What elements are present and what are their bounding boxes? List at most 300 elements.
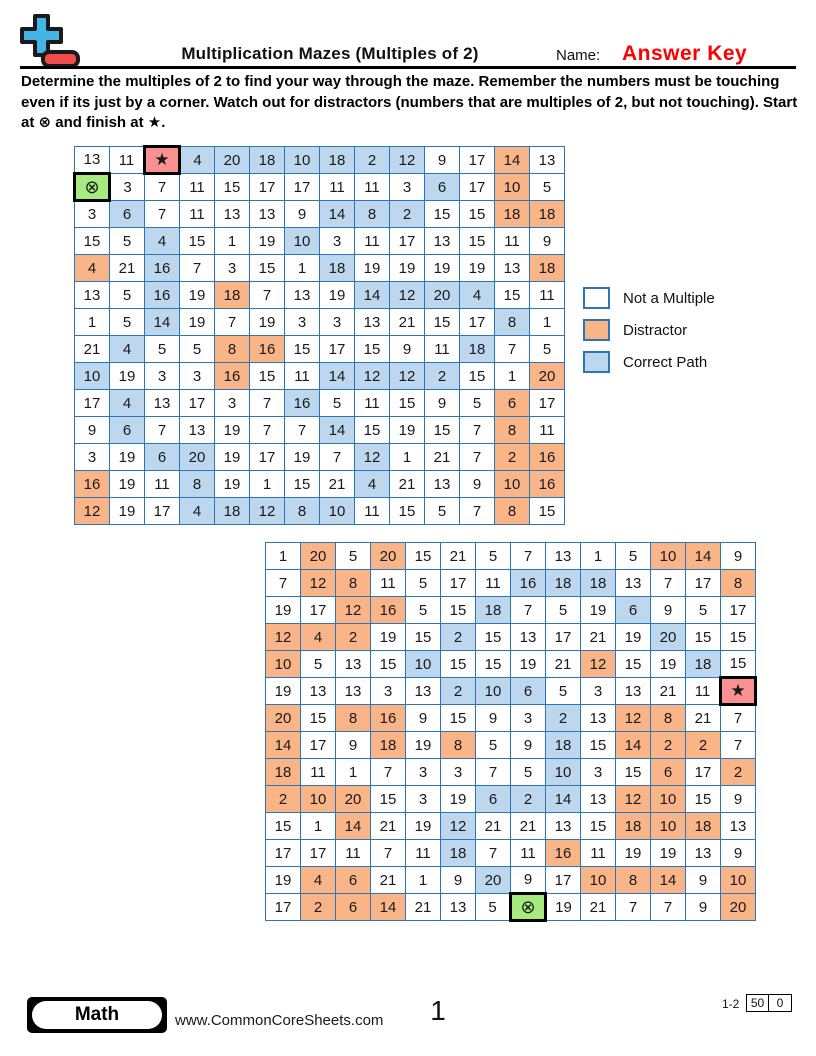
maze-cell: 5 [301, 651, 336, 678]
maze-distractor-cell: 16 [530, 471, 565, 498]
name-label: Name: [556, 47, 601, 64]
maze-path-cell: 4 [110, 390, 145, 417]
maze-cell: 15 [721, 624, 756, 651]
maze-cell: 17 [145, 498, 180, 525]
maze-path-cell: 18 [215, 498, 250, 525]
maze-cell: 15 [425, 201, 460, 228]
page-title: Multiplication Mazes (Multiples of 2) [181, 44, 479, 63]
maze-cell: 7 [250, 282, 285, 309]
maze-cell: 15 [250, 363, 285, 390]
maze-cell: 19 [371, 624, 406, 651]
maze-cell: 11 [476, 570, 511, 597]
maze-path-cell: 20 [215, 147, 250, 174]
maze-cell: 3 [511, 705, 546, 732]
maze-cell: 15 [406, 624, 441, 651]
maze-cell: 15 [581, 732, 616, 759]
maze-path-cell: 18 [441, 840, 476, 867]
maze-cell: 7 [511, 597, 546, 624]
maze-cell: 13 [336, 651, 371, 678]
maze-row [75, 363, 565, 390]
maze-path-cell: 18 [581, 570, 616, 597]
maze-cell: 7 [285, 417, 320, 444]
maze-cell: 19 [406, 732, 441, 759]
maze-distractor-cell: 12 [336, 597, 371, 624]
maze-cell: 7 [250, 417, 285, 444]
maze-cell: 15 [75, 228, 110, 255]
maze-cell: 3 [145, 363, 180, 390]
maze-cell: 21 [75, 336, 110, 363]
maze-cell: 13 [250, 201, 285, 228]
maze-cell: 15 [460, 363, 495, 390]
maze-cell: 5 [511, 759, 546, 786]
maze-row [75, 255, 565, 282]
maze-path-cell: 10 [320, 498, 355, 525]
maze-cell: 5 [530, 336, 565, 363]
maze-cell: 17 [546, 624, 581, 651]
maze-row [75, 444, 565, 471]
maze-path-cell: 6 [425, 174, 460, 201]
maze-path-cell: 4 [110, 336, 145, 363]
maze-cell: 11 [355, 174, 390, 201]
maze-cell: 17 [530, 390, 565, 417]
maze-grid-1 [73, 145, 565, 525]
maze-cell: 15 [530, 498, 565, 525]
maze-cell: 11 [180, 174, 215, 201]
maze-cell: 1 [75, 309, 110, 336]
maze-cell: 9 [530, 228, 565, 255]
maze-distractor-cell: 2 [266, 786, 301, 813]
maze-distractor-cell: 16 [75, 471, 110, 498]
maze-row [266, 624, 756, 651]
maze-distractor-cell: 6 [651, 759, 686, 786]
maze-distractor-cell: 18 [530, 201, 565, 228]
maze-cell: 15 [476, 651, 511, 678]
maze-cell: 19 [215, 444, 250, 471]
maze-cell: 15 [355, 417, 390, 444]
maze-cell: 17 [441, 570, 476, 597]
maze-cell: 13 [546, 543, 581, 570]
maze-path-cell: 2 [441, 678, 476, 705]
maze-distractor-cell: 14 [266, 732, 301, 759]
maze-row [266, 786, 756, 813]
maze-path-cell: 20 [476, 867, 511, 894]
maze-cell: 17 [285, 174, 320, 201]
maze-distractor-cell: 8 [441, 732, 476, 759]
maze-row [266, 543, 756, 570]
maze-distractor-cell: 18 [616, 813, 651, 840]
maze-cell: 15 [460, 201, 495, 228]
maze-distractor-cell: 16 [371, 597, 406, 624]
maze-cell: 17 [460, 147, 495, 174]
maze-cell: 7 [320, 444, 355, 471]
maze-path-cell: 16 [511, 570, 546, 597]
maze-path-cell: 10 [546, 759, 581, 786]
legend-item-correct-path [583, 351, 715, 373]
maze-row [266, 732, 756, 759]
maze-cell: 15 [250, 255, 285, 282]
maze-path-cell: 8 [180, 471, 215, 498]
maze-row [75, 498, 565, 525]
maze-finish-cell: ★ [145, 147, 180, 174]
maze-path-cell: 16 [285, 390, 320, 417]
maze-cell: 21 [371, 813, 406, 840]
maze-cell: 13 [616, 570, 651, 597]
maze-path-cell: 18 [546, 732, 581, 759]
maze-path-cell: 18 [320, 255, 355, 282]
instructions-text: Determine the multiples of 2 to find your way through the maze. Remember the numbers must be touching even if its just by a corner. Watch out for distractors (numbers that are multiples of 2, but not touching). Start at ⊗ and finish at ★. [21, 73, 798, 132]
maze-cell: 9 [511, 732, 546, 759]
maze-cell: 21 [581, 624, 616, 651]
maze-distractor-cell: 18 [686, 813, 721, 840]
maze-path-cell: 20 [180, 444, 215, 471]
maze-path-cell: 8 [495, 309, 530, 336]
maze-row [75, 201, 565, 228]
maze-cell: 9 [721, 840, 756, 867]
score-box-total: 50 [746, 994, 769, 1012]
maze-cell: 15 [425, 309, 460, 336]
legend-item-not-a-multiple [583, 287, 715, 309]
maze-path-cell: 8 [285, 498, 320, 525]
maze-row [266, 678, 756, 705]
maze-cell: 13 [581, 786, 616, 813]
maze-cell: 9 [425, 390, 460, 417]
maze-path-cell: 10 [285, 228, 320, 255]
maze-cell: 13 [355, 309, 390, 336]
maze-cell: 19 [215, 417, 250, 444]
not-a-multiple-swatch [583, 287, 610, 309]
maze-row [266, 705, 756, 732]
maze-cell: 15 [301, 705, 336, 732]
maze-cell: 9 [686, 894, 721, 921]
maze-path-cell: 10 [285, 147, 320, 174]
maze-cell: 7 [495, 336, 530, 363]
score-boxes [746, 994, 792, 1012]
maze-cell: 1 [266, 543, 301, 570]
maze-cell: 7 [476, 840, 511, 867]
maze-distractor-cell: 8 [651, 705, 686, 732]
maze-distractor-cell: 18 [495, 201, 530, 228]
maze-grid-2 [265, 542, 757, 922]
maze-cell: 19 [425, 255, 460, 282]
maze-distractor-cell: 20 [530, 363, 565, 390]
maze-distractor-cell: 6 [336, 867, 371, 894]
maze-cell: 19 [180, 282, 215, 309]
maze-path-cell: 2 [546, 705, 581, 732]
maze-cell: 15 [425, 417, 460, 444]
maze-distractor-cell: 4 [301, 867, 336, 894]
maze-cell: 9 [441, 867, 476, 894]
maze-cell: 11 [355, 228, 390, 255]
maze-cell: 17 [180, 390, 215, 417]
maze-distractor-cell: 2 [495, 444, 530, 471]
maze-cell: 19 [215, 471, 250, 498]
maze-cell: 5 [406, 597, 441, 624]
maze-cell: 21 [110, 255, 145, 282]
maze-cell: 11 [336, 840, 371, 867]
maze-cell: 7 [371, 759, 406, 786]
maze-cell: 5 [476, 732, 511, 759]
maze-cell: 11 [180, 201, 215, 228]
maze-cell: 5 [476, 894, 511, 921]
maze-cell: 17 [320, 336, 355, 363]
maze-cell: 5 [110, 309, 145, 336]
maze-cell: 21 [546, 651, 581, 678]
maze-cell: 11 [145, 471, 180, 498]
maze-distractor-cell: 2 [686, 732, 721, 759]
maze-cell: 7 [651, 894, 686, 921]
maze-path-cell: 10 [75, 363, 110, 390]
maze-cell: 7 [721, 705, 756, 732]
maze-cell: 11 [530, 417, 565, 444]
maze-finish-cell: ★ [721, 678, 756, 705]
maze-cell: 13 [336, 678, 371, 705]
maze-cell: 3 [285, 309, 320, 336]
maze-start-cell: ⊗ [75, 174, 110, 201]
maze-path-cell: 6 [110, 201, 145, 228]
maze-cell: 17 [721, 597, 756, 624]
maze-path-cell: 20 [425, 282, 460, 309]
maze-cell: 11 [425, 336, 460, 363]
maze-cell: 17 [266, 894, 301, 921]
maze-cell: 13 [301, 678, 336, 705]
maze-path-cell: 12 [390, 363, 425, 390]
maze-cell: 17 [75, 390, 110, 417]
maze-cell: 13 [145, 390, 180, 417]
maze-cell: 3 [215, 390, 250, 417]
maze-path-cell: 2 [390, 201, 425, 228]
maze-cell: 7 [180, 255, 215, 282]
maze-cell: 9 [511, 867, 546, 894]
maze-cell: 3 [180, 363, 215, 390]
maze-cell: 1 [390, 444, 425, 471]
maze-distractor-cell: 16 [546, 840, 581, 867]
maze-path-cell: 12 [355, 363, 390, 390]
maze-cell: 9 [460, 471, 495, 498]
maze-cell: 17 [686, 570, 721, 597]
maze-row [75, 417, 565, 444]
maze-cell: 9 [651, 597, 686, 624]
maze-cell: 1 [495, 363, 530, 390]
maze-cell: 19 [110, 444, 145, 471]
maze-cell: 7 [145, 174, 180, 201]
maze-path-cell: 2 [425, 363, 460, 390]
maze-path-cell: 18 [320, 147, 355, 174]
maze-row [266, 570, 756, 597]
maze-row [266, 759, 756, 786]
maze-cell: 7 [460, 444, 495, 471]
maze-cell: 1 [336, 759, 371, 786]
maze-cell: 5 [320, 390, 355, 417]
maze-cell: 11 [301, 759, 336, 786]
maze-path-cell: 14 [355, 282, 390, 309]
maze-distractor-cell: 16 [530, 444, 565, 471]
maze-row [75, 228, 565, 255]
maze-distractor-cell: 8 [721, 570, 756, 597]
maze-cell: 15 [215, 174, 250, 201]
maze-cell: 15 [441, 651, 476, 678]
maze-distractor-cell: 8 [616, 867, 651, 894]
maze-distractor-cell: 14 [495, 147, 530, 174]
maze-cell: 11 [511, 840, 546, 867]
maze-cell: 3 [581, 678, 616, 705]
maze-cell: 15 [285, 336, 320, 363]
maze-cell: 5 [110, 282, 145, 309]
maze-cell: 5 [530, 174, 565, 201]
maze-cell: 13 [616, 678, 651, 705]
maze-cell: 7 [250, 390, 285, 417]
maze-distractor-cell: 16 [371, 705, 406, 732]
maze-cell: 21 [441, 543, 476, 570]
maze-distractor-cell: 4 [301, 624, 336, 651]
maze-cell: 11 [581, 840, 616, 867]
maze-cell: 7 [476, 759, 511, 786]
maze-distractor-cell: 14 [616, 732, 651, 759]
maze-cell: 15 [460, 228, 495, 255]
maze-cell: 3 [320, 309, 355, 336]
maze-cell: 7 [616, 894, 651, 921]
maze-row [75, 282, 565, 309]
maze-cell: 5 [425, 498, 460, 525]
maze-cell: 7 [651, 570, 686, 597]
maze-cell: 5 [616, 543, 651, 570]
maze-path-cell: 18 [686, 651, 721, 678]
maze-distractor-cell: 2 [336, 624, 371, 651]
maze-distractor-cell: 20 [721, 894, 756, 921]
plus-minus-logo-icon [18, 10, 82, 72]
maze-cell: 21 [476, 813, 511, 840]
maze-cell: 7 [145, 201, 180, 228]
maze-cell: 9 [406, 705, 441, 732]
maze-distractor-cell: 2 [721, 759, 756, 786]
subject-label: Math [32, 1001, 162, 1029]
maze-cell: 7 [145, 417, 180, 444]
maze-distractor-cell: 14 [336, 813, 371, 840]
maze-path-cell: 6 [476, 786, 511, 813]
maze-path-cell: 12 [441, 813, 476, 840]
maze-cell: 19 [460, 255, 495, 282]
maze-distractor-cell: 20 [336, 786, 371, 813]
maze-cell: 5 [145, 336, 180, 363]
maze-distractor-cell: 10 [266, 651, 301, 678]
maze-cell: 19 [616, 840, 651, 867]
maze-cell: 19 [285, 444, 320, 471]
maze-path-cell: 18 [476, 597, 511, 624]
maze-cell: 17 [301, 840, 336, 867]
maze-cell: 5 [546, 597, 581, 624]
maze-distractor-cell: 14 [686, 543, 721, 570]
maze-cell: 5 [406, 570, 441, 597]
maze-cell: 9 [476, 705, 511, 732]
maze-distractor-cell: 8 [336, 705, 371, 732]
maze-cell: 17 [460, 174, 495, 201]
maze-path-cell: 14 [320, 201, 355, 228]
maze-cell: 15 [266, 813, 301, 840]
maze-cell: 21 [686, 705, 721, 732]
maze-distractor-cell: 8 [495, 498, 530, 525]
maze-cell: 19 [511, 651, 546, 678]
maze-distractor-cell: 20 [371, 543, 406, 570]
maze-cell: 7 [721, 732, 756, 759]
maze-distractor-cell: 12 [616, 705, 651, 732]
maze-row [75, 336, 565, 363]
maze-cell: 9 [285, 201, 320, 228]
maze-row [75, 174, 565, 201]
maze-distractor-cell: 12 [616, 786, 651, 813]
maze-cell: 19 [390, 255, 425, 282]
maze-cell: 13 [425, 471, 460, 498]
maze-cell: 7 [371, 840, 406, 867]
maze-distractor-cell: 10 [721, 867, 756, 894]
commoncoresheets-logo [18, 10, 82, 72]
maze-path-cell: 14 [320, 417, 355, 444]
maze-row [266, 840, 756, 867]
maze-cell: 17 [390, 228, 425, 255]
maze-cell: 1 [581, 543, 616, 570]
maze-cell: 13 [406, 678, 441, 705]
maze-distractor-cell: 4 [75, 255, 110, 282]
maze-distractor-cell: 12 [581, 651, 616, 678]
maze-path-cell: 14 [320, 363, 355, 390]
maze-cell: 3 [75, 444, 110, 471]
maze-cell: 3 [110, 174, 145, 201]
maze-path-cell: 2 [441, 624, 476, 651]
maze-cell: 13 [581, 705, 616, 732]
maze-cell: 13 [441, 894, 476, 921]
maze-cell: 17 [301, 732, 336, 759]
maze-cell: 9 [721, 543, 756, 570]
maze-path-cell: 6 [110, 417, 145, 444]
maze-path-cell: 4 [355, 471, 390, 498]
maze-cell: 9 [686, 867, 721, 894]
maze-cell: 15 [686, 786, 721, 813]
score-box-missed: 0 [769, 994, 792, 1012]
maze-cell: 19 [546, 894, 581, 921]
maze-distractor-cell: 16 [215, 363, 250, 390]
maze-cell: 5 [460, 390, 495, 417]
maze-cell: 11 [371, 570, 406, 597]
maze-cell: 15 [686, 624, 721, 651]
maze-path-cell: 18 [460, 336, 495, 363]
maze-cell: 9 [721, 786, 756, 813]
maze-cell: 21 [651, 678, 686, 705]
maze-cell: 3 [390, 174, 425, 201]
maze-cell: 19 [110, 471, 145, 498]
maze-cell: 9 [336, 732, 371, 759]
maze-path-cell: 4 [180, 147, 215, 174]
maze-path-cell: 4 [460, 282, 495, 309]
website-url: www.CommonCoreSheets.com [175, 1012, 384, 1029]
maze-cell: 19 [616, 624, 651, 651]
maze-cell: 19 [266, 678, 301, 705]
maze-distractor-cell: 18 [530, 255, 565, 282]
maze-cell: 13 [686, 840, 721, 867]
maze-distractor-cell: 20 [301, 543, 336, 570]
maze-distractor-cell: 10 [495, 471, 530, 498]
maze-cell: 9 [390, 336, 425, 363]
maze-row [266, 894, 756, 921]
maze-cell: 21 [425, 444, 460, 471]
maze-distractor-cell: 14 [371, 894, 406, 921]
maze-cell: 13 [721, 813, 756, 840]
maze-row [266, 651, 756, 678]
maze-distractor-cell: 10 [495, 174, 530, 201]
maze-distractor-cell: 10 [651, 813, 686, 840]
maze-distractor-cell: 18 [266, 759, 301, 786]
maze-cell: 3 [406, 786, 441, 813]
maze-cell: 19 [320, 282, 355, 309]
maze-cell: 7 [266, 570, 301, 597]
maze-cell: 15 [406, 543, 441, 570]
